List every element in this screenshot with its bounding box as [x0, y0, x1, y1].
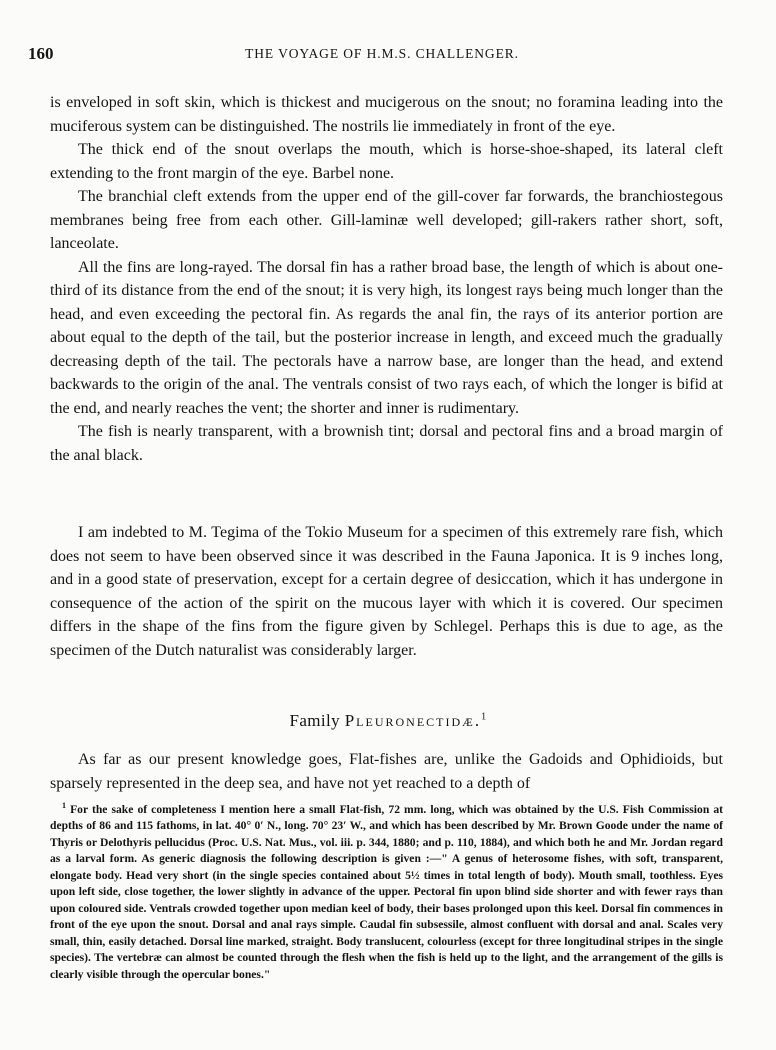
family-word: Family [289, 711, 341, 730]
paragraph-family-intro: As far as our present knowledge goes, Flat-fishes are, unlike the Gadoids and Ophidioids, but sparsely represented in the deep sea, and have not yet reached to a depth of [50, 751, 723, 792]
paragraph-fins: All the fins are long-rayed. The dorsal fin has a rather broad base, the length of which is about one-third of its distance from the end of the snout; it is very high, its longest rays being much longer than the head, and even exceeding the pectoral fin. As regards the anal fin, the rays of its anterior portion are about equal to the depth of the tail, but the posterior increase in length, and exceed much the gradually decreasing depth of the tail. The pectorals have a narrow base, are longer than the head, and extend backwards to the origin of the anal. The ventrals consist of two rays each, of which the longer is bifid at the end, and nearly reaches the vent; the shorter and inner is rudimentary. [50, 258, 723, 417]
footnote-ref: 1 [481, 711, 487, 723]
species-description [50, 91, 723, 467]
running-head: THE VOYAGE OF H.M.S. CHALLENGER. [245, 46, 519, 61]
page-header [28, 44, 736, 68]
page-number: 160 [28, 44, 54, 63]
specimen-remarks [50, 521, 723, 662]
section-heading [0, 711, 776, 731]
footnote-mark: 1 [62, 801, 66, 810]
family-intro [50, 748, 723, 795]
paragraph-coloration: The fish is nearly transparent, with a brownish tint; dorsal and pectoral fins and a broad margin of the anal black. [50, 423, 723, 464]
paragraph-remarks: I am indebted to M. Tegima of the Tokio Museum for a specimen of this extremely rare fish, which does not seem to have been observed since it was described in the Fauna Japonica. It is 9 inches long, and in a good state of preservation, except for a certain degree of desiccation, which it has undergone in consequence of the action of the spirit on the mucous layer with which it is covered. Our specimen differs in the shape of the fins from the figure given by Schlegel. Perhaps this is due to age, as the specimen of the Dutch naturalist was considerably larger. [50, 524, 723, 659]
paragraph-skin: is enveloped in soft skin, which is thickest and mucigerous on the snout; no foramina leading into the muciferous system can be distinguished. The nostrils lie immediately in front of the eye. [50, 94, 723, 135]
paragraph-branchial: The branchial cleft extends from the upper end of the gill-cover far forwards, the branchiostegous membranes being free from each other. Gill-laminæ well developed; gill-rakers rather short, soft, lanceolate. [50, 188, 723, 252]
footnote-text: For the sake of completeness I mention here a small Flat-fish, 72 mm. long, which was obtained by the U.S. Fish Commission at depths of 86 and 115 fathoms, in lat. 40° 0′ N., long. 70° 23′ W., and which has been described by Mr. Brown Goode under the name of Thyris or Delothyris pellucidus (Proc. U.S. Nat. Mus., vol. iii. p. 344, 1880; and p. 110, 1884), and which both he and Mr. Jordan regard as a larval form. As generic diagnosis the following description is given :—" A genus of heterosome fishes, with soft, transparent, elongate body. Head very short (in the single species contained about 5½ times in total length of body). Mouth small, toothless. Eyes upon left side, close together, the lower slightly in advance of the upper. Pectoral fin upon blind side shorter and with fewer rays than upon coloured side. Ventrals crowded together upon median keel of body, their bases prolonged upon this keel. Dorsal fin commences in front of the eye upon the snout. Dorsal and anal rays simple. Caudal fin subsessile, almost confluent with dorsal and anal. Scales very small, thin, easily detached. Dorsal line marked, straight. Body translucent, colourless (except for three longitudinal stripes in the single species). The vertebræ can almost be counted through the flesh when the fish is held up to the light, and the arrangement of the gills is clearly visible through the opercular bones." [50, 802, 723, 981]
family-name: Pleuronectidæ. [344, 711, 482, 730]
paragraph-snout: The thick end of the snout overlaps the mouth, which is horse-shoe-shaped, its lateral cleft extending to the front margin of the eye. Barbel none. [50, 141, 723, 182]
footnote [50, 798, 723, 983]
